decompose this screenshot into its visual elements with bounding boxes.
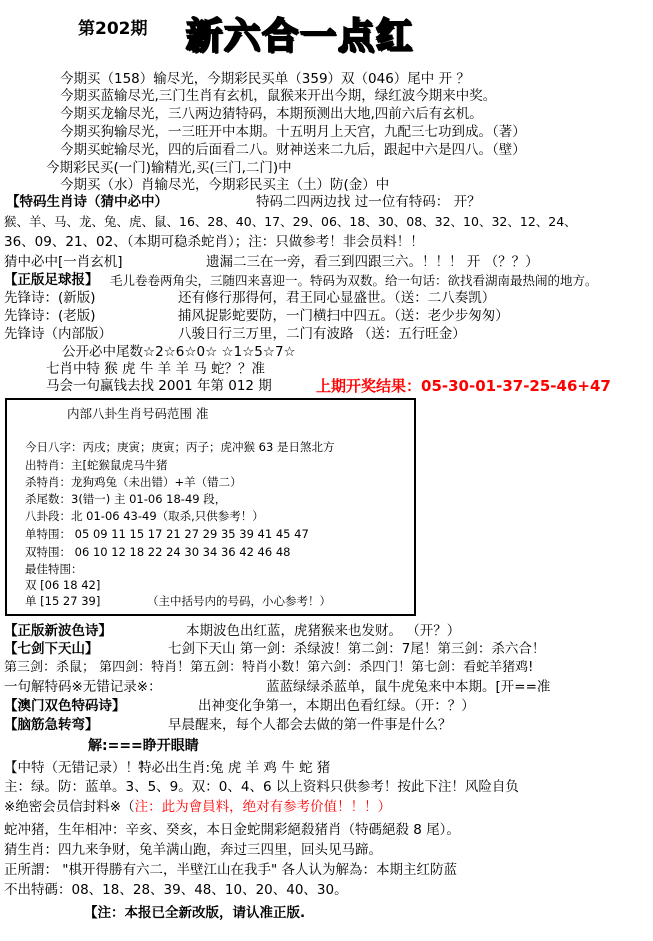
xianfeng-poem: 八骏日行三万里，二门有波路 （送：五行旺金） [178, 326, 466, 342]
box-line: 双特围： 06 10 12 18 22 24 30 34 36 42 46 48 [25, 545, 291, 559]
xianfeng-poem: 还有修行那得何，君王同心显盛世。（送：二八奏凯） [178, 290, 496, 306]
paper-title: 新六合一点红 [186, 16, 415, 57]
text-line: 今期买龙输尽光，三八两边猜特码，本期预测出大地,四前六后有玄机。 [60, 106, 483, 122]
text-line: 遗漏二三在一旁，看三到四跟三六。！！！ 开 （？？） [206, 254, 539, 270]
box-line: 双 [06 18 42] [25, 578, 101, 592]
text-line: 今期彩民买(一门)输精光,买(三门,二门)中 [46, 160, 292, 176]
text-line: 今期买（158）输尽光，今期彩民买单（359）双（046）尾中 开 ？ [60, 71, 470, 87]
section-header: 【澳门双色特码诗】 [4, 698, 126, 714]
qijian-text: 第三剑：杀鼠； 第四剑：特肖！第五剑：特肖小数！第六剑：杀四门！第七剑：看蛇羊猪鸡! [4, 660, 534, 675]
text-line: 今期买（水）肖输尽光，今期彩民买主（土）防(金）中 [60, 177, 390, 193]
footer-note: 【注：本报已全新改版，请认准正版. [84, 905, 306, 921]
text-line: 今期买蛇输尽光，四的后面看二八。财神送来二九后，跟起中六是四八。（壁） [60, 142, 526, 158]
section-header: 【中特（无错记录）！！ [4, 760, 153, 776]
qimazhong-line: 七肖中特 猴 虎 牛 羊 羊 马 蛇？？准 [46, 361, 266, 377]
box-line: 单 [15 27 39] [25, 594, 101, 608]
section-header: 【正版新波色诗】 [4, 623, 112, 639]
aomen-text: 出神变化争第一，本期出色看红绿。（开：？） [198, 698, 475, 714]
box-line: 出特肖：主[蛇猴鼠虎马牛猪 [25, 458, 168, 472]
text-line: 今期买蓝输尽光,三门生肖有玄机，鼠猴来开出今期，绿红波今期来中奖。 [60, 88, 497, 104]
number-line: 36、09、21、02、（本期可稳杀蛇肖）；注：只做参考！非会员料！！ [4, 234, 424, 250]
text-line: 正所謂： "棋开得勝有六二，半壁江山在我手" 各人认为解為：本期主红防蓝 [4, 862, 458, 878]
box-line: 八卦段：北 01-06 43-49（取杀,只供参考！） [25, 509, 264, 523]
text-line: 不出特碼：08、18、28、39、48、10、20、40、30。 [4, 882, 348, 898]
juemi-note: 注：此为會員料，绝对有参考价值！！！） [134, 799, 392, 815]
text-line: 今期买狗输尽光，一三旺开中本期。十五明月上天宫，九配三七功到成。（著） [60, 124, 526, 140]
xianfeng-label: 先锋诗：(老版) [4, 308, 96, 324]
section-header: 【特码生肖诗（猜中必中） [6, 194, 168, 210]
text-line: 蛇冲猪，生年相冲：辛亥、癸亥，本日金蛇開彩絕殺猪肖（特碼絕殺 8 尾）。 [4, 822, 460, 838]
xianfeng-label: 先锋诗：(新版) [4, 290, 96, 306]
box-line: 杀尾数：3(错一) 主 01-06 18-49 段， [25, 492, 227, 506]
poem-line: 特码二四两边找 过一位有特码： 开？ [256, 194, 481, 210]
last-result [316, 375, 611, 396]
text-line: 猜生肖：四九来争财，兔羊满山跑，奔过三四里，回头见马蹄。 [4, 842, 382, 858]
weishu-line: 公开必中尾数☆2☆6☆0☆ ☆1☆5☆7☆ [62, 344, 296, 360]
section-header: 【脑筋急转弯】 [4, 717, 99, 733]
zhongte-text: 特必出生肖:兔 虎 羊 鸡 牛 蛇 猪 [138, 760, 331, 776]
last-result-label: 上期开奖结果： [316, 377, 422, 395]
xianfeng-label: 先锋诗（内部版） [4, 326, 112, 342]
zhulu-text: 主：绿。防：蓝单。3、5、9。双：0、4、6 以上资料只供参考！按此下注！风险自负 [4, 779, 519, 795]
section-header: 【七剑下天山】 [4, 641, 99, 657]
box-note: （主中括号内的号码，小心参考！） [147, 594, 331, 608]
football-text: 毛儿卷卷两角尖，三随四来喜迎一。特码为双数。给一句话：欲找看湖南最热闹的地方。 [110, 273, 598, 288]
juemi-line [4, 799, 391, 816]
bose-text: 本期波色出红蓝，虎猪猴来也发财。 （开？） [186, 623, 461, 639]
bagua-box [5, 398, 416, 616]
yiju-label: 一句解特码※无错记录※： [4, 679, 162, 695]
box-line: 最佳特围： [25, 562, 83, 576]
box-line: 今日八字：丙戌；庚寅；庚寅；丙子；虎冲猴 63 是日煞北方 [25, 440, 335, 454]
last-result-numbers: 05-30-01-37-25-46+47 [421, 377, 611, 395]
naojin-text: 早晨醒来，每个人都会去做的第一件事是什么？ [168, 717, 452, 733]
naojin-answer: 解:===睁开眼睛 [88, 738, 199, 754]
juemi-label: ※绝密会员信封料※（ [4, 799, 135, 815]
mahui-line: 马会一句赢钱去找 2001 年第 012 期 [46, 378, 272, 394]
number-line: 猴、羊、马、龙、兔、虎、鼠、16、28、40、17、29、06、18、30、08、32、10、32、12、24、 [4, 214, 577, 229]
qijian-text: 七剑下天山 第一剑：杀绿波！第二剑：7尾！第三剑：杀六合！ [168, 641, 546, 657]
text-line: 猜中必中[一肖玄机] [4, 254, 123, 270]
box-title: 内部八卦生肖号码范围 准 [67, 406, 209, 421]
issue-number: 第202期 [78, 19, 148, 39]
box-line: 杀特肖：龙狗鸡兔（未出错）+羊（错二） [25, 475, 242, 489]
section-header: 【正版足球报】 [4, 272, 99, 288]
box-line: 单特围： 05 09 11 15 17 21 27 29 35 39 41 45 47 [25, 527, 309, 541]
xianfeng-poem: 捕风捉影蛇要防，一门横扫中四五。（送：老少步匆匆） [178, 308, 509, 324]
yiju-text: 蓝蓝绿绿杀蓝单，鼠牛虎兔来中本期。[开==准 [266, 679, 551, 695]
